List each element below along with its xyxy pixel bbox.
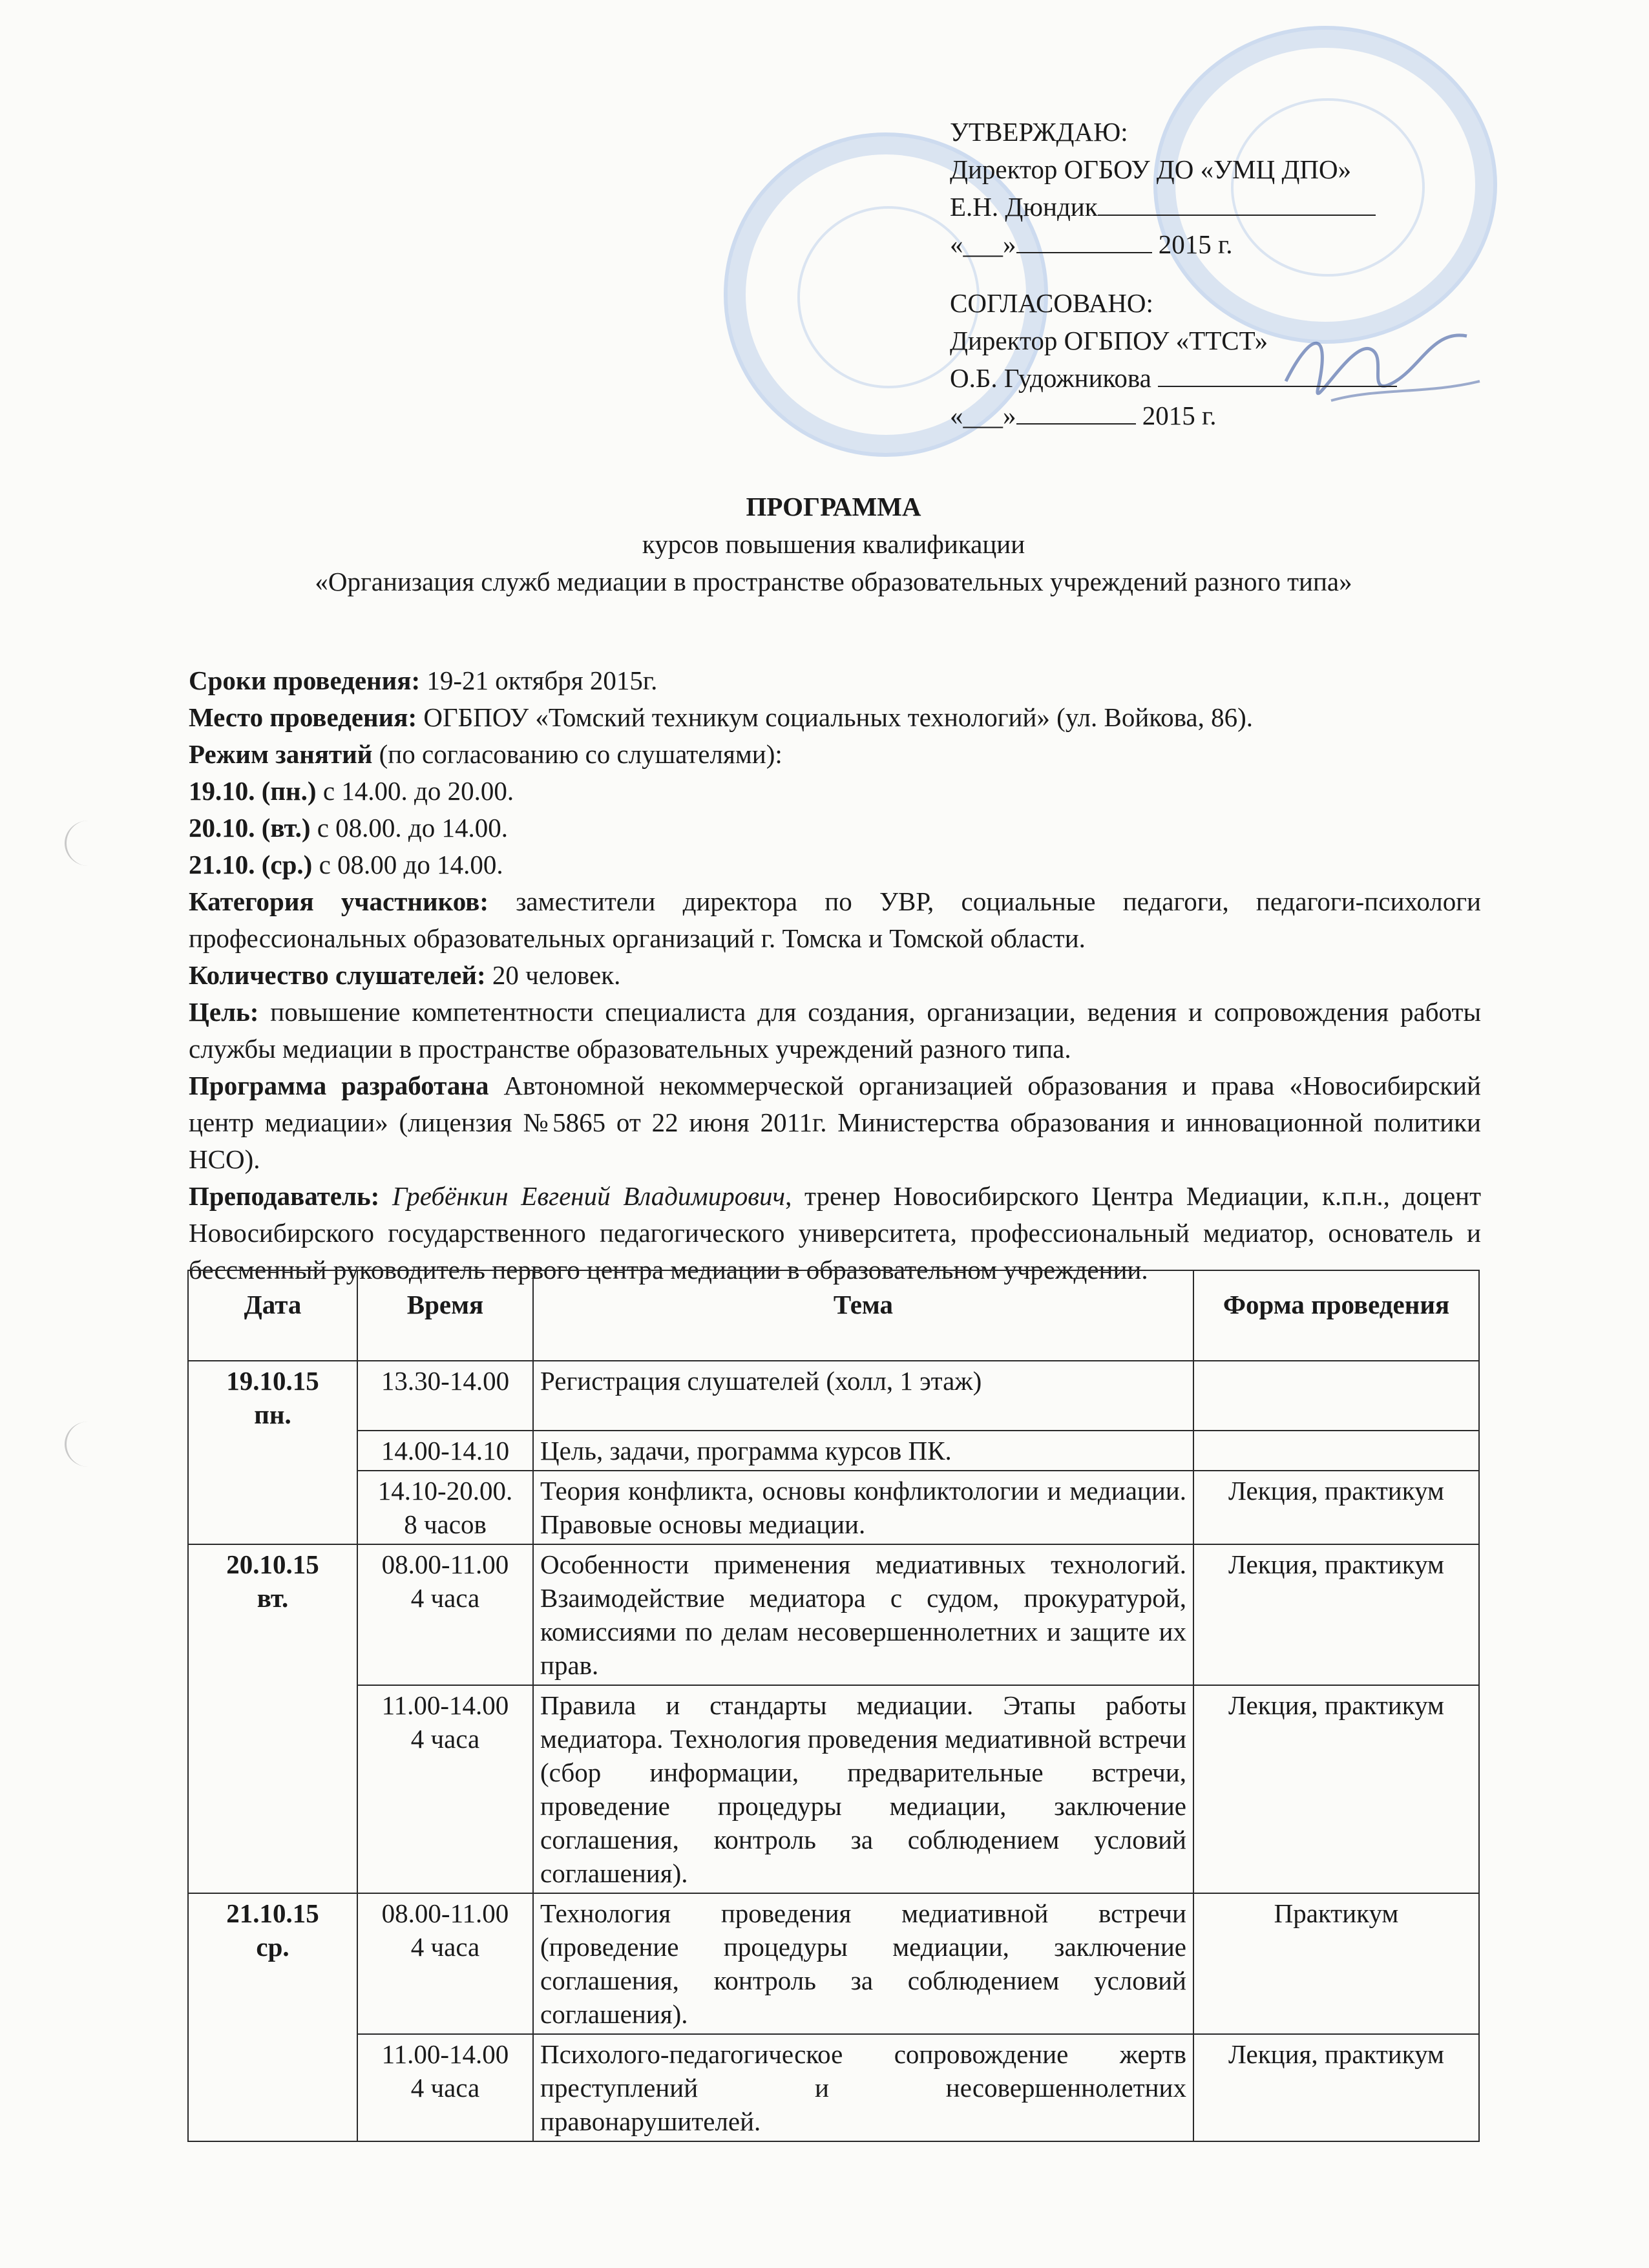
- agreement-block: [950, 284, 1397, 434]
- title-subtitle: курсов повышения квалификации: [642, 529, 1025, 559]
- date-blank: [1016, 399, 1136, 425]
- time-cell: 11.00-14.00 4 часа: [357, 2034, 533, 2141]
- table-row: [188, 2034, 1479, 2141]
- approve-name: Е.Н. Дюндик: [950, 192, 1098, 222]
- schedule-table: [187, 1270, 1480, 2142]
- time-cell: 14.10-20.00. 8 часов: [357, 1471, 533, 1544]
- form-cell: Лекция, практикум: [1193, 1685, 1479, 1893]
- form-cell: [1193, 1431, 1479, 1471]
- form-cell: Лекция, практикум: [1193, 2034, 1479, 2141]
- approve-heading: УТВЕРЖДАЮ:: [950, 117, 1128, 147]
- table-row: [188, 1685, 1479, 1893]
- signature-blank: [1098, 190, 1376, 216]
- time-cell: 14.00-14.10: [357, 1431, 533, 1471]
- topic-cell: Цель, задачи, программа курсов ПК.: [533, 1431, 1193, 1471]
- topic-cell: Теория конфликта, основы конфликтологии и медиации. Правовые основы медиации.: [533, 1471, 1193, 1544]
- date-blank: [1016, 227, 1152, 253]
- table-header-row: [188, 1270, 1479, 1361]
- title-course-name: «Организация служб медиации в пространстве образовательных учреждений разного типа»: [315, 567, 1352, 596]
- punch-hole-mark: [65, 821, 112, 866]
- punch-hole-mark: [65, 1422, 112, 1467]
- topic-cell: Психолого-педагогическое сопровождение жертв преступлений и несовершеннолетних правонарушителей.: [533, 2034, 1193, 2141]
- title-main: ПРОГРАММА: [746, 492, 921, 521]
- approve-name-line: [950, 188, 1376, 226]
- info-dates: Сроки проведения: 19-21 октября 2015г.: [189, 666, 658, 695]
- approval-block: [950, 113, 1376, 263]
- form-cell: Лекция, практикум: [1193, 1544, 1479, 1685]
- table-row: [188, 1544, 1479, 1685]
- header-form: Форма проведения: [1193, 1270, 1479, 1361]
- approve-date-line: [950, 226, 1376, 263]
- info-day1: 19.10. (пн.) с 14.00. до 20.00.: [189, 776, 514, 806]
- time-cell: 08.00-11.00 4 часа: [357, 1893, 533, 2034]
- table-row: [188, 1361, 1479, 1431]
- info-place: Место проведения: ОГБПОУ «Томский техникум социальных технологий» (ул. Войкова, 86).: [189, 702, 1254, 732]
- info-category: Категория участников: заместители директора по УВР, социальные педагоги, педагоги-психологи профессиональных образовательных организаций г. Томска и Томской области.: [189, 887, 1481, 953]
- time-cell: 13.30-14.00: [357, 1361, 533, 1431]
- agree-name-line: [950, 359, 1397, 397]
- form-cell: Практикум: [1193, 1893, 1479, 2034]
- program-info: [189, 662, 1481, 1288]
- table-row: [188, 1471, 1479, 1544]
- info-developer: Программа разработана Автономной некоммерческой организацией образования и права «Новосибирский центр медиации» (лицензия №5865 от 22 июня 2011г. Министерства образования и инновационной политики НСО).: [189, 1071, 1481, 1174]
- topic-cell: Регистрация слушателей (холл, 1 этаж): [533, 1361, 1193, 1431]
- info-day3: 21.10. (ср.) с 08.00 до 14.00.: [189, 850, 503, 879]
- header-topic: Тема: [533, 1270, 1193, 1361]
- info-day2: 20.10. (вт.) с 08.00. до 14.00.: [189, 813, 509, 843]
- info-mode: Режим занятий (по согласованию со слушателями):: [189, 739, 782, 769]
- agree-date-line: [950, 397, 1397, 434]
- date-cell: 20.10.15 вт.: [188, 1544, 357, 1893]
- signature-blank: [1158, 361, 1397, 387]
- header-date: Дата: [188, 1270, 357, 1361]
- approve-year: 2015 г.: [1158, 229, 1233, 259]
- topic-cell: Технология проведения медиативной встречи (проведение процедуры медиации, заключение соглашения, контроль за соблюдением условий соглашения).: [533, 1893, 1193, 2034]
- agree-date-prefix: «___»: [950, 401, 1016, 430]
- time-cell: 11.00-14.00 4 часа: [357, 1685, 533, 1893]
- agree-heading: СОГЛАСОВАНО:: [950, 288, 1153, 318]
- info-goal: Цель: повышение компетентности специалиста для создания, организации, ведения и сопровождения работы службы медиации в пространстве образовательных учреждений разного типа.: [189, 997, 1481, 1064]
- table-row: [188, 1431, 1479, 1471]
- info-count: Количество слушателей: 20 человек.: [189, 960, 621, 990]
- header-time: Время: [357, 1270, 533, 1361]
- table-row: [188, 1893, 1479, 2034]
- topic-cell: Особенности применения медиативных технологий. Взаимодействие медиатора с судом, прокуратурой, комиссиями по делам несовершеннолетних и защите их прав.: [533, 1544, 1193, 1685]
- time-cell: 08.00-11.00 4 часа: [357, 1544, 533, 1685]
- approve-date-prefix: «___»: [950, 229, 1016, 259]
- approve-position: Директор ОГБОУ ДО «УМЦ ДПО»: [950, 154, 1352, 184]
- form-cell: Лекция, практикум: [1193, 1471, 1479, 1544]
- agree-year: 2015 г.: [1142, 401, 1217, 430]
- info-teacher: Преподаватель: Гребёнкин Евгений Владимирович, тренер Новосибирского Центра Медиации, к.п.н., доцент Новосибирского государственного педагогического университета, профессиональный медиатор, основатель и бессменный руководитель первого центра медиации в образовательном учреждении.: [189, 1181, 1482, 1285]
- agree-name: О.Б. Гудожникова: [950, 363, 1151, 393]
- document-title: [181, 488, 1486, 600]
- form-cell: [1193, 1361, 1479, 1431]
- date-cell: 21.10.15 ср.: [188, 1893, 357, 2141]
- agree-position: Директор ОГБПОУ «ТТСТ»: [950, 326, 1268, 355]
- date-cell: 19.10.15 пн.: [188, 1361, 357, 1544]
- topic-cell: Правила и стандарты медиации. Этапы работы медиатора. Технология проведения медиативной встречи (сбор информации, предварительные встречи, проведение процедуры медиации, заключение соглашения, контроль за соблюдением условий соглашения).: [533, 1685, 1193, 1893]
